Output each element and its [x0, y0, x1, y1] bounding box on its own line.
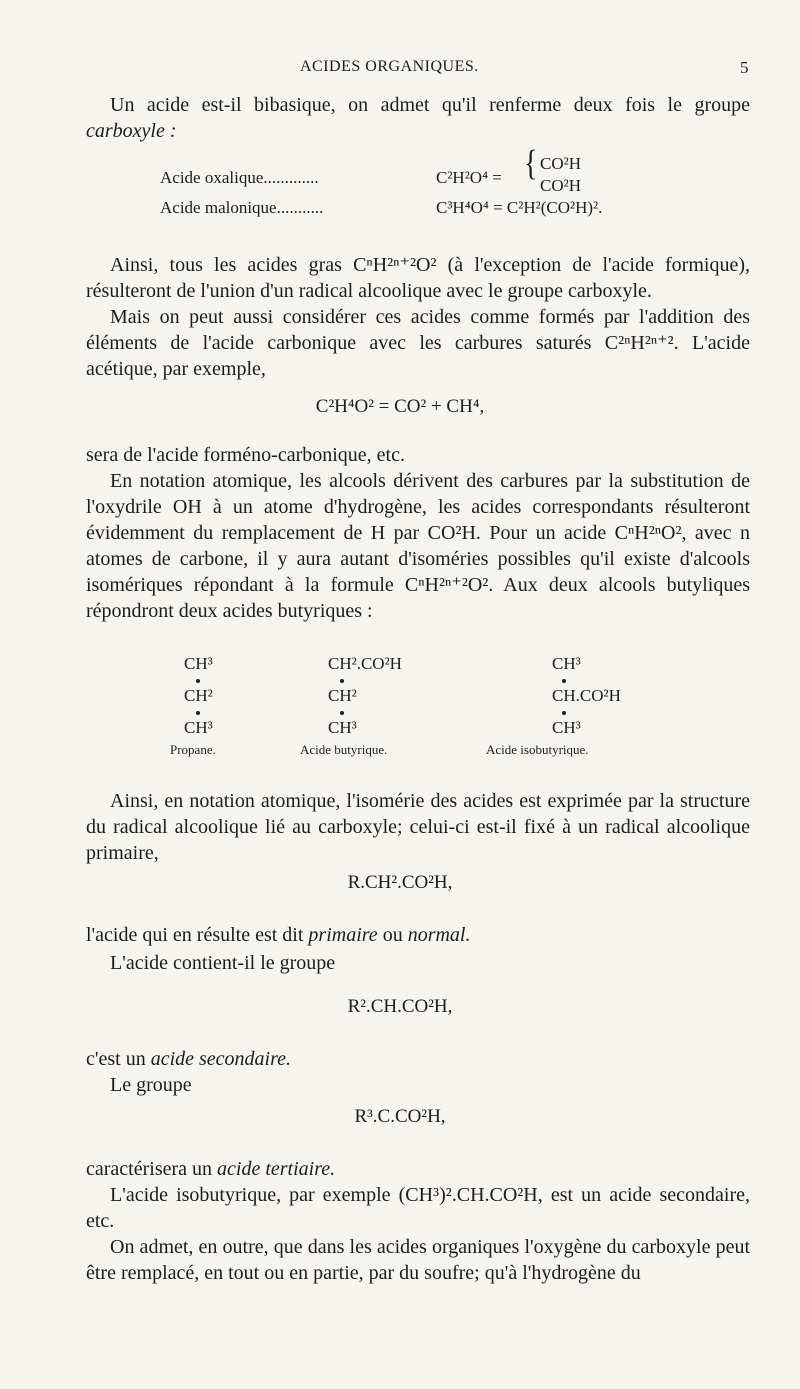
- term-carboxyle: carboxyle :: [86, 120, 177, 142]
- caption-isobutyrique: Acide isobutyrique.: [486, 742, 589, 757]
- paragraph-secondaire: [86, 1046, 750, 1072]
- running-header: [0, 58, 800, 84]
- isobutyrique-line-3: CH³: [552, 718, 581, 737]
- paragraph-isobutyrique: L'acide isobutyrique, par exemple (CH³)².CH.CO²H, est un acide secondaire, etc.: [86, 1184, 750, 1232]
- paragraph-text: Un acide est-il bibasique, on admet qu'il renferme deux fois le groupe: [110, 94, 750, 116]
- paragraph-contient-groupe: L'acide contient-il le groupe: [110, 952, 336, 974]
- paragraph-soufre: On admet, en outre, que dans les acides organiques l'oxygène du carboxyle peut être remplacé, en tout ou en partie, par du soufre; qu'à l'hydrogène du: [86, 1236, 750, 1284]
- term-primaire: primaire: [308, 924, 378, 946]
- bond-dot: [196, 711, 200, 715]
- formula-acide-acetique: C²H⁴O² = CO² + CH⁴,: [315, 396, 485, 417]
- bond-dot: [340, 711, 344, 715]
- paragraph-isomerie: Ainsi, en notation atomique, l'isomérie des acides est exprimée par la structure du radical alcoolique lié au carboxyle; celui-ci est-il fixé à un radical alcoolique primaire,: [86, 790, 750, 864]
- paragraph-text: ou: [377, 924, 408, 946]
- running-title: ACIDES ORGANIQUES.: [300, 58, 479, 75]
- butyrique-line-2: CH²: [328, 686, 357, 705]
- paragraph-formeno: sera de l'acide forméno-carbonique, etc.: [86, 444, 405, 466]
- butyrique-line-3: CH³: [328, 718, 357, 737]
- brace-glyph: {: [524, 143, 538, 184]
- paragraph-bibasique: [86, 92, 750, 144]
- paragraph-primaire: [86, 922, 750, 948]
- butyrique-line-1: CH².CO²H: [328, 654, 402, 673]
- term-acide-tertiaire: acide tertiaire.: [217, 1158, 336, 1180]
- label-acide-malonique: Acide malonique...........: [160, 198, 324, 217]
- paragraph-text: caractérisera un: [86, 1158, 218, 1180]
- paragraph-le-groupe: Le groupe: [110, 1074, 192, 1096]
- paragraph-acides-gras: Ainsi, tous les acides gras CⁿH²ⁿ⁺²O² (à l'exception de l'acide formique), résulteront de l'union d'un radical alcoolique avec le groupe carboxyle.: [86, 254, 750, 302]
- propane-line-1: CH³: [184, 654, 213, 673]
- formula-primaire: R.CH².CO²H,: [347, 872, 453, 893]
- caption-butyrique: Acide butyrique.: [300, 742, 388, 757]
- paragraph-carbonique: Mais on peut aussi considérer ces acides comme formés par l'addition des éléments de l'acide carbonique avec les carbures saturés C²ⁿH²ⁿ⁺². L'acide acétique, par exemple,: [86, 306, 750, 380]
- bond-dot: [562, 711, 566, 715]
- propane-line-3: CH³: [184, 718, 213, 737]
- caption-propane: Propane.: [170, 742, 216, 757]
- paragraph-tertiaire: [86, 1156, 750, 1182]
- propane-line-2: CH²: [184, 686, 213, 705]
- paragraph-text: c'est un: [86, 1048, 151, 1070]
- paragraph-notation-atomique: En notation atomique, les alcools dérivent des carbures par la substitution de l'oxydrile OH à un atome d'hydrogène, les acides correspondants résulteront évidemment du remplacement de H par CO²H. Pour un acide CⁿH²ⁿO², avec n atomes de carbone, il y aura autant d'isoméries possibles qu'il existe d'alcools isomériques répondant à la formule CⁿH²ⁿ⁺²O². Aux deux alcools butyliques répondront deux acides butyriques :: [86, 470, 750, 622]
- formula-secondaire: R².CH.CO²H,: [347, 996, 453, 1017]
- formula-oxalique-bottom: CO²H: [540, 176, 581, 195]
- page-number: 5: [740, 58, 749, 77]
- term-acide-secondaire: acide secondaire.: [150, 1048, 292, 1070]
- isobutyrique-line-2: CH.CO²H: [552, 686, 621, 705]
- bond-dot: [340, 679, 344, 683]
- formula-malonique: C³H⁴O⁴ = C²H²(CO²H)².: [436, 198, 603, 217]
- term-normal: normal.: [407, 924, 471, 946]
- paragraph-text: l'acide qui en résulte est dit: [86, 924, 309, 946]
- isobutyrique-line-1: CH³: [552, 654, 581, 673]
- bond-dot: [562, 679, 566, 683]
- formula-oxalique: C²H²O⁴ =: [436, 168, 502, 187]
- formula-oxalique-top: CO²H: [540, 154, 581, 173]
- label-acide-oxalique: Acide oxalique.............: [160, 168, 319, 187]
- bond-dot: [196, 679, 200, 683]
- formula-tertiaire: R³.C.CO²H,: [354, 1106, 446, 1127]
